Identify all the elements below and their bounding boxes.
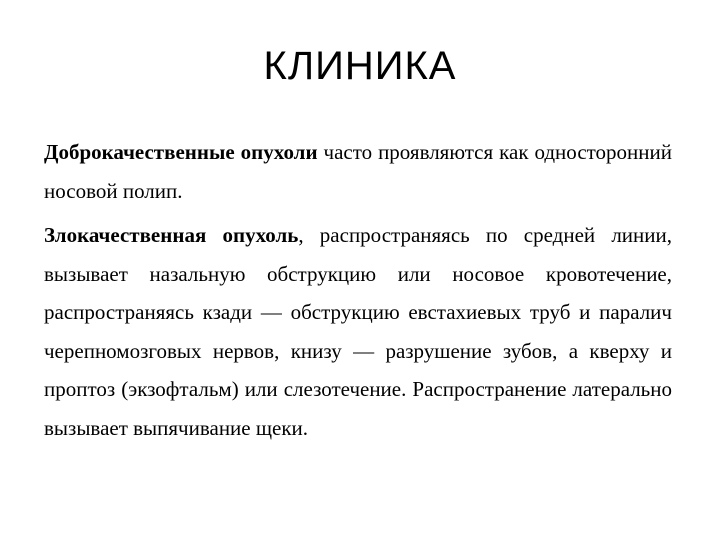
slide-title: КЛИНИКА [263, 44, 457, 88]
slide-body [44, 133, 672, 447]
paragraph-malignant [44, 216, 672, 447]
paragraph-benign [44, 133, 672, 210]
paragraph-benign-text: часто проявляются как односторонний носовой полип. [44, 140, 672, 203]
term-malignant-tumor: Злокачественная опухоль [44, 223, 299, 247]
paragraph-malignant-text: , распространяясь по средней линии, вызывает назальную обструкцию или носовое кровотечение, распространяясь кзади — обструкцию евстахиевых труб и паралич черепномозговых нервов, книзу — разрушение зубов, а кверху и проптоз (экзофтальм) или слезотечение. Распространение латерально вызывает выпячивание щеки. [44, 223, 673, 440]
term-benign-tumors: Доброкачественные опухоли [44, 140, 318, 164]
